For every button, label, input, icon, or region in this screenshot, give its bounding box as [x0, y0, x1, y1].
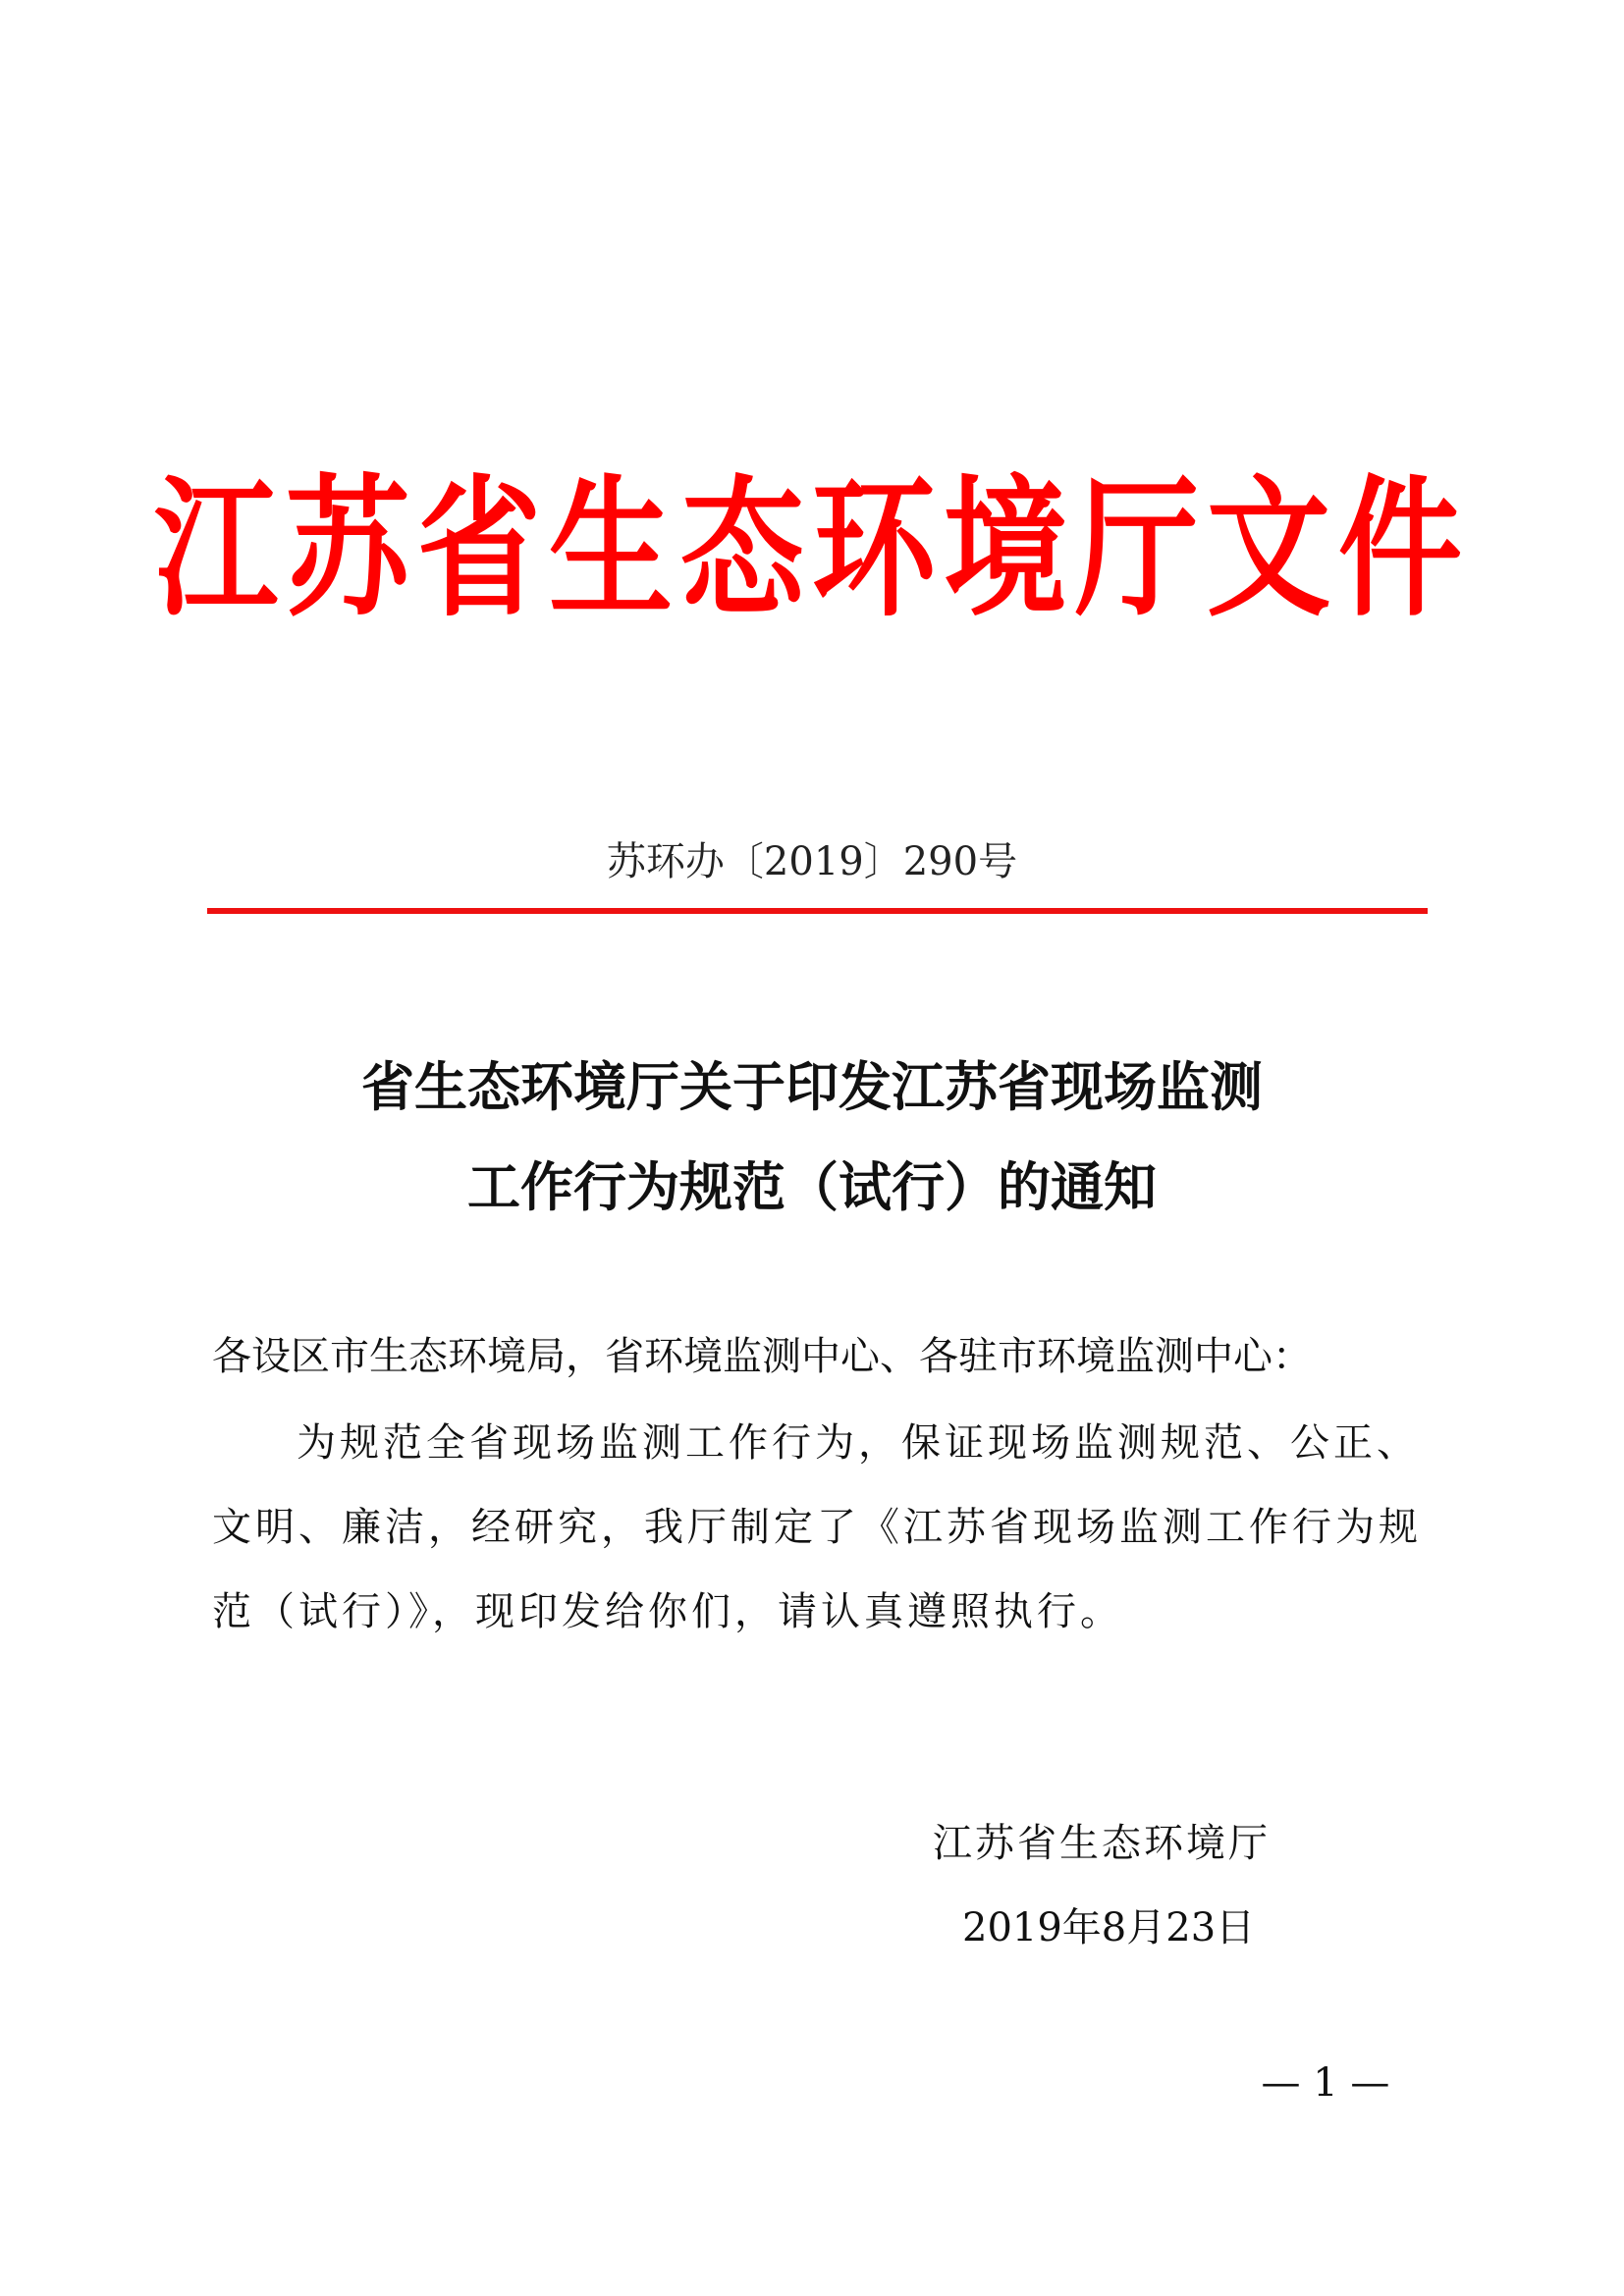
body-paragraph-line-3: 范（试行）》，现印发给你们，请认真遵照执行。 — [212, 1589, 1123, 1634]
body-paragraph-line-2: 文明、廉洁，经研究，我厅制定了《江苏省现场监测工作行为规 — [212, 1505, 1422, 1550]
recipient-line: 各设区市生态环境局，省环境监测中心、各驻市环境监测中心： — [212, 1334, 1312, 1379]
document-number: 苏环办〔2019〕290号 — [606, 839, 1018, 884]
red-divider-line — [207, 908, 1428, 914]
issue-date: 2019年8月23日 — [962, 1905, 1256, 1950]
page-number: — 1 — — [1261, 2060, 1390, 2106]
document-masthead: 江苏省生态环境厅文件 — [154, 460, 1470, 638]
document-title-line-1: 省生态环境厅关于印发江苏省现场监测 — [361, 1056, 1263, 1118]
issuing-authority: 江苏省生态环境厅 — [933, 1821, 1271, 1866]
document-title-line-2: 工作行为规范（试行）的通知 — [467, 1156, 1157, 1218]
body-paragraph-line-1: 为规范全省现场监测工作行为，保证现场监测规范、公正、 — [297, 1420, 1420, 1466]
